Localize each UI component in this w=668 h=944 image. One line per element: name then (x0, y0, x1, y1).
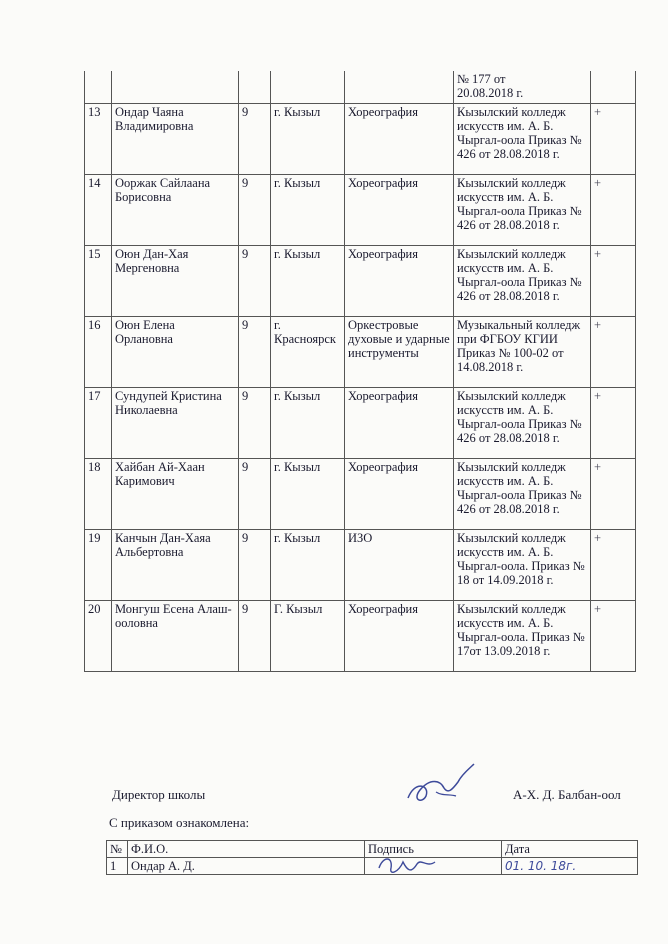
row-number: 20 (85, 601, 112, 672)
student-name: Сундупей Кристина Николаевна (112, 388, 239, 459)
acknowledgement-table (106, 840, 638, 875)
mark: + (591, 601, 636, 672)
student-name: Канчын Дан-Хаяа Альбертовна (112, 530, 239, 601)
college-order: Кызылский колледж искусств им. А. Б. Чыргал-оола. Приказ № 18 от 14.09.2018 г. (454, 530, 591, 601)
grade: 9 (239, 530, 271, 601)
table-row (85, 601, 636, 672)
mark: + (591, 388, 636, 459)
grade: 9 (239, 317, 271, 388)
city: г. Кызыл (271, 246, 345, 317)
student-name: Оюн Дан-Хая Мергеновна (112, 246, 239, 317)
mark: + (591, 317, 636, 388)
row-number: 13 (85, 104, 112, 175)
student-name: Хайбан Ай-Хаан Каримович (112, 459, 239, 530)
table-row-continued (85, 71, 636, 104)
mark: + (591, 104, 636, 175)
grade: 9 (239, 388, 271, 459)
college-cell: № 177 от 20.08.2018 г. (454, 71, 591, 104)
ack-header-row (107, 841, 638, 858)
student-name: Ооржак Сайлаана Борисовна (112, 175, 239, 246)
city: г. Кызыл (271, 459, 345, 530)
table-row (85, 530, 636, 601)
college-order: Кызылский колледж искусств им. А. Б. Чыргал-оола Приказ № 426 от 28.08.2018 г. (454, 104, 591, 175)
college-order: Кызылский колледж искусств им. А. Б. Чыргал-оола Приказ № 426 от 28.08.2018 г. (454, 459, 591, 530)
table-row (85, 104, 636, 175)
specialty: Хореография (345, 459, 454, 530)
grade: 9 (239, 246, 271, 317)
mark: + (591, 246, 636, 317)
student-name: Ондар Чаяна Владимировна (112, 104, 239, 175)
students-table (84, 71, 636, 672)
row-number: 17 (85, 388, 112, 459)
ack-row (107, 858, 638, 875)
table-row (85, 175, 636, 246)
specialty: ИЗО (345, 530, 454, 601)
director-signature (400, 760, 480, 810)
ack-signature (365, 858, 502, 875)
college-order: Кызылский колледж искусств им. А. Б. Чыргал-оола Приказ № 426 от 28.08.2018 г. (454, 175, 591, 246)
ack-header-num: № (107, 841, 128, 858)
mark: + (591, 175, 636, 246)
acknowledgement-label: С приказом ознакомлена: (109, 815, 250, 830)
handwritten-signature (375, 850, 445, 880)
student-name: Оюн Елена Орлановна (112, 317, 239, 388)
mark: + (591, 459, 636, 530)
city: г. Кызыл (271, 104, 345, 175)
ack-num: 1 (107, 858, 128, 875)
ack-date: 01. 10. 18г. (502, 858, 638, 875)
grade: 9 (239, 601, 271, 672)
mark: + (591, 530, 636, 601)
table-row (85, 317, 636, 388)
row-number: 19 (85, 530, 112, 601)
student-name: Монгуш Есена Алаш-ооловна (112, 601, 239, 672)
college-order: Музыкальный колледж при ФГБОУ КГИИ Приказ № 100-02 от 14.08.2018 г. (454, 317, 591, 388)
ack-header-name: Ф.И.О. (128, 841, 365, 858)
director-name: А-Х. Д. Балбан-оол (513, 787, 621, 802)
specialty: Хореография (345, 246, 454, 317)
city: г. Кызыл (271, 175, 345, 246)
table-row (85, 246, 636, 317)
grade: 9 (239, 459, 271, 530)
city: г. Красноярск (271, 317, 345, 388)
ack-header-date: Дата (502, 841, 638, 858)
ack-name: Ондар А. Д. (128, 858, 365, 875)
college-order: Кызылский колледж искусств им. А. Б. Чыргал-оола. Приказ № 17от 13.09.2018 г. (454, 601, 591, 672)
specialty: Оркестровые духовые и ударные инструменты (345, 317, 454, 388)
college-order: Кызылский колледж искусств им. А. Б. Чыргал-оола Приказ № 426 от 28.08.2018 г. (454, 388, 591, 459)
row-number: 18 (85, 459, 112, 530)
ack-header-signature: Подпись (365, 841, 502, 858)
row-number: 15 (85, 246, 112, 317)
city: Г. Кызыл (271, 601, 345, 672)
table-row (85, 388, 636, 459)
row-number: 14 (85, 175, 112, 246)
city: г. Кызыл (271, 530, 345, 601)
city: г. Кызыл (271, 388, 345, 459)
grade: 9 (239, 104, 271, 175)
grade: 9 (239, 175, 271, 246)
director-label: Директор школы (112, 787, 206, 802)
row-number: 16 (85, 317, 112, 388)
table-row (85, 459, 636, 530)
specialty: Хореография (345, 601, 454, 672)
specialty: Хореография (345, 175, 454, 246)
specialty: Хореография (345, 104, 454, 175)
specialty: Хореография (345, 388, 454, 459)
college-order: Кызылский колледж искусств им. А. Б. Чыргал-оола Приказ № 426 от 28.08.2018 г. (454, 246, 591, 317)
